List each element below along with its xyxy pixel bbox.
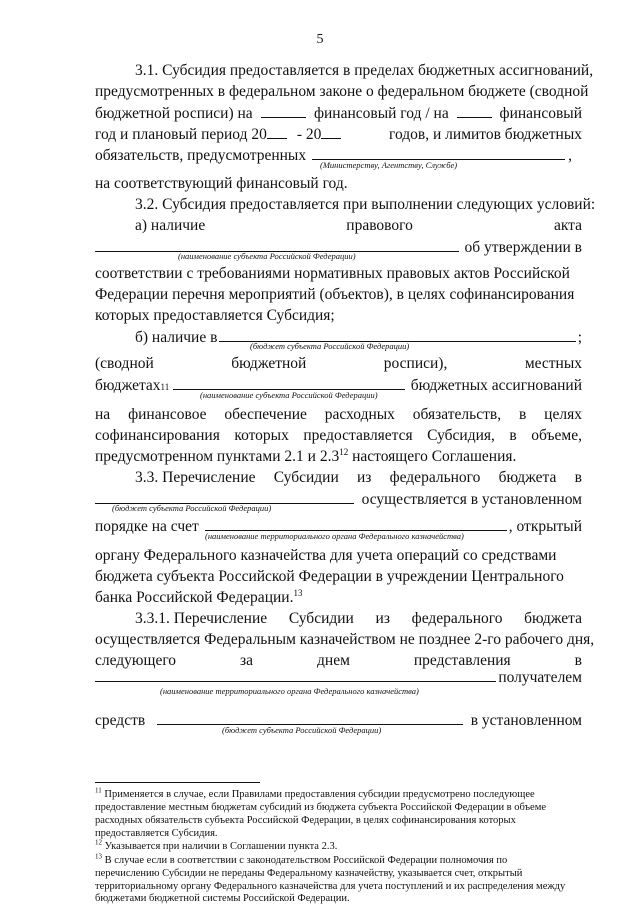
- p331-l3-word-1: следующего: [95, 652, 177, 669]
- p32-l12-b: настоящего Соглашения.: [348, 448, 517, 465]
- footnote-12-text: Указывается при наличии в Соглашении пункта 2.3.: [102, 841, 338, 852]
- budget-blank-3: [157, 710, 463, 725]
- p31-line4-c: годов, и лимитов бюджетных: [389, 126, 582, 143]
- p331-line2: осуществляется Федеральным казначейством не позднее 2-го рабочего дня,: [95, 631, 595, 648]
- p33-line5: бюджета субъекта Российской Федерации в учреждении Центрального: [95, 568, 564, 585]
- p331-l1-word-4: федерального: [411, 610, 503, 627]
- budget-blank-2: [95, 489, 354, 504]
- caption-ministry: (Министерству, Агентству, Службе): [320, 160, 458, 170]
- p33-l2-tail: осуществляется в установленном: [361, 491, 582, 508]
- p33-line1: [95, 468, 582, 488]
- p32-l10-word-2: финансовое: [128, 406, 207, 423]
- footnote-11-text-1: Применяется в случае, если Правилами предоставления субсидии предусмотрено последующее: [101, 789, 535, 800]
- p31-line6: на соответствующий финансовый год.: [95, 175, 348, 192]
- p33-l1-word-6: в: [574, 469, 582, 486]
- ministry-blank: [312, 145, 565, 160]
- p331-l3-word-5: в: [574, 652, 582, 669]
- p32-l9-a: бюджетах: [95, 377, 161, 394]
- p32-line10: [95, 405, 582, 425]
- p32-line9: бюджетах 11 бюджетных ассигнований: [95, 377, 582, 394]
- p31-line3-a: бюджетной росписи) на: [95, 105, 253, 122]
- p32-line6: которых предоставляется Субсидия;: [95, 307, 335, 324]
- subject-blank: [95, 237, 459, 252]
- p331-line1: [95, 609, 582, 629]
- p32-l10-word-6: в: [518, 406, 527, 423]
- footnote-12-number: 12: [95, 838, 102, 847]
- footnote-11-line3: расходных обязательств субъекта Российской Федерации, в целях софинансирования которых: [95, 815, 516, 826]
- caption-treasury-1: (наименование территориального органа Федерального казначейства): [205, 531, 464, 541]
- p331-line4: [95, 667, 582, 688]
- p32-a-word-3: акта: [553, 217, 582, 234]
- p32-line4: соответствии с требованиями нормативных правовых актов Российской: [95, 265, 570, 282]
- period-blank-1: [267, 124, 287, 139]
- footnote-ref-13[interactable]: 13: [293, 587, 303, 598]
- p331-l3-word-4: представления: [413, 652, 511, 669]
- p331-l1-word-5: бюджета: [524, 610, 582, 627]
- p31-line5-a: обязательств, предусмотренных: [95, 147, 307, 164]
- p33-l1-word-1: 3.3. Перечисление: [135, 469, 256, 486]
- p331-l1-word-2: Субсидии: [288, 610, 354, 627]
- p33-line4: органу Федерального казначейства для учета операций со средствами: [95, 547, 557, 564]
- footnote-11-number: 11: [95, 786, 102, 795]
- treasury-blank: [95, 667, 496, 682]
- year-blank-2: [457, 103, 492, 118]
- p331-l4-tail: получателем: [498, 669, 582, 686]
- p31-line3-b: финансовый год / на: [313, 105, 449, 122]
- p32-l12-a: предусмотренном пунктами 2.1 и 2.3: [95, 448, 340, 465]
- caption-budget-1: (бюджет субъекта Российской Федерации): [250, 341, 410, 351]
- p32-line1: 3.2. Субсидия предоставляется при выполнении следующих условий:: [135, 196, 596, 213]
- footnote-13-line2: перечислению Субсидии не переданы Федеральному казначейству, указывается счет, открытый: [95, 868, 523, 879]
- p33-l1-word-5: бюджета: [498, 469, 557, 486]
- p32-line12: [95, 447, 582, 467]
- p32-line2: [95, 216, 582, 236]
- account-blank: [205, 516, 507, 531]
- p32-l11-word-2: которых: [234, 427, 289, 444]
- p32-l11-word-6: объеме,: [531, 427, 582, 444]
- p331-l1-word-3: из: [375, 610, 390, 627]
- caption-subject-1: (наименование субъекта Российской Федерации): [178, 251, 356, 261]
- p33-l6-a: банка Российской Федерации.: [95, 589, 294, 606]
- p32-a-word-1: а) наличие: [135, 217, 206, 234]
- footnote-11-line4: предоставляется Субсидия.: [95, 828, 218, 839]
- p32-l11-word-4: Субсидия,: [427, 427, 495, 444]
- footnote-separator: [95, 782, 260, 783]
- p33-l1-word-4: федерального: [389, 469, 481, 486]
- p32-b-tail: ;: [577, 329, 582, 346]
- p32-l10-word-4: расходных: [324, 406, 395, 423]
- footnote-13-line4: бюджетами бюджетной системы Российской Федерации.: [95, 893, 350, 904]
- p31-line4-b: - 20: [296, 126, 322, 143]
- budget-blank-1: [219, 327, 575, 342]
- p32-l11-word-1: софинансирования: [95, 427, 220, 444]
- caption-budget-2: (бюджет субъекта Российской Федерации): [112, 503, 272, 513]
- p32-line8: [95, 354, 582, 374]
- p32-l8-word-4: местных: [524, 355, 582, 372]
- p32-l8-word-1: (сводной: [95, 355, 154, 372]
- p32-l11-word-3: предоставляется: [303, 427, 413, 444]
- p32-l8-word-3: росписи),: [383, 355, 448, 372]
- p331-l3-word-3: днем: [317, 652, 350, 669]
- p33-l3-b: , открытый: [508, 518, 582, 535]
- p32-l9-b: бюджетных ассигнований: [410, 377, 582, 394]
- p32-line11: [95, 426, 582, 446]
- caption-budget-3: (бюджет субъекта Российской Федерации): [222, 725, 382, 735]
- p32-l10-word-7: целях: [544, 406, 582, 423]
- subject-blank-2: [173, 375, 405, 390]
- p32-l8-word-2: бюджетной: [231, 355, 307, 372]
- footnote-11-line2: предоставление местным бюджетам субсидий из бюджета субъекта Российской Федерации в объеме: [95, 802, 546, 813]
- p331-l5-a: средств: [95, 712, 146, 729]
- p31-line4-a: год и плановый период 20: [95, 126, 267, 143]
- p331-l5-b: в установленном: [470, 712, 582, 729]
- footnote-12: [95, 838, 582, 854]
- page-number: 5: [316, 32, 324, 47]
- p331-l1-word-1: 3.3.1. Перечисление: [135, 610, 268, 627]
- p33-l1-word-3: из: [356, 469, 372, 486]
- p32-line5: Федерации перечня мероприятий (объектов), в целях софинансирования: [95, 286, 575, 303]
- footnote-13-text-1: В случае если в соответствии с законодательством Российской Федерации полномочия по: [102, 855, 508, 866]
- p31-line4: [95, 124, 582, 145]
- p32-l11-word-5: в: [509, 427, 517, 444]
- year-blank-1: [261, 103, 306, 118]
- footnote-11-line1: [95, 786, 582, 802]
- footnote-13-line3: территориальному органу Федерального казначейства для учета поступлений и их распределения между: [95, 881, 566, 892]
- p32-a-tail: об утверждении в: [464, 239, 582, 256]
- footnote-ref-12[interactable]: 12: [339, 446, 349, 457]
- p33-l1-word-2: Субсидии: [273, 469, 339, 486]
- p32-a-word-2: правового: [346, 217, 413, 234]
- p31-line2: предусмотренных в федеральном законе о федеральном бюджете (сводной: [95, 83, 589, 100]
- p33-l3-a: порядке на счет: [95, 518, 199, 535]
- p32-l10-word-3: обеспечение: [224, 406, 307, 423]
- p31-line3: [95, 103, 582, 124]
- p31-line3-c: финансовый: [499, 105, 582, 122]
- footnote-13-number: 13: [95, 852, 102, 861]
- p31-line1: 3.1. Субсидия предоставляется в пределах бюджетных ассигнований,: [135, 62, 594, 79]
- footnote-13-line1: [95, 852, 582, 868]
- p32-l10-word-5: обязательств,: [412, 406, 502, 423]
- period-blank-2: [321, 124, 341, 139]
- p32-b-head: б) наличие в: [135, 329, 218, 346]
- caption-subject-2: (наименование субъекта Российской Федерации): [200, 390, 378, 400]
- caption-treasury-2: (наименование территориального органа Федерального казначейства): [160, 686, 419, 696]
- p32-l10-word-1: на: [95, 406, 111, 423]
- p31-line5-b: ,: [568, 147, 572, 164]
- p33-line6: [95, 588, 582, 608]
- p331-l3-word-2: за: [240, 652, 254, 669]
